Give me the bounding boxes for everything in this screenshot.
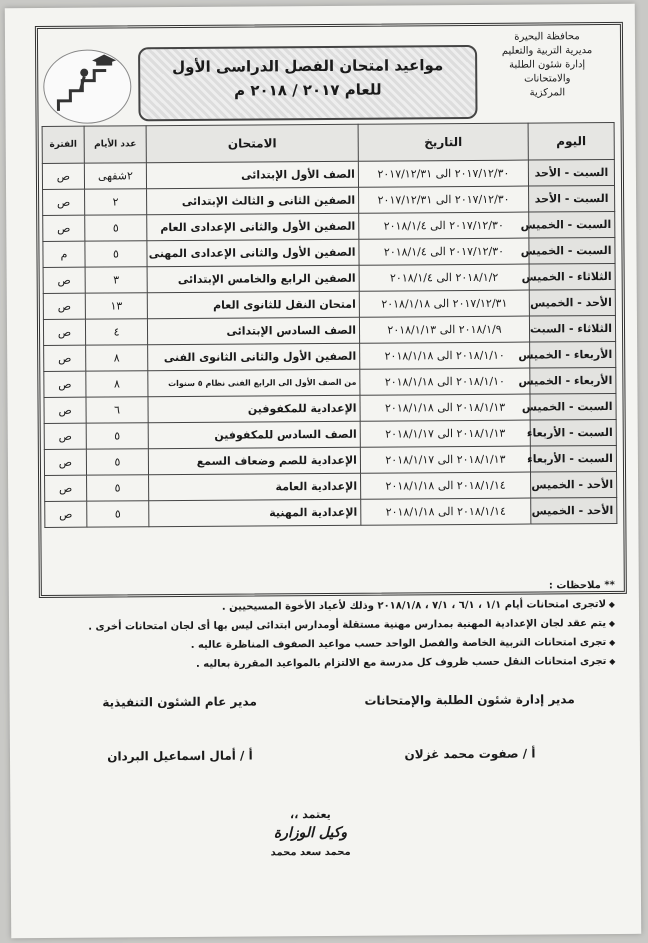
cell-period: ص <box>43 215 85 241</box>
table-row <box>45 471 617 501</box>
note-item: ◆ لاتجرى امتحانات أيام ١/١ ، ٦/١ ، ٧/١ ، ٢٠١٨/١/٨ وذلك لأعياد الأخوة المسيحيين . <box>49 595 615 618</box>
signature-student-affairs <box>340 692 600 762</box>
cell-day: الأربعاء - الخميس <box>530 341 616 368</box>
cell-period: ص <box>42 163 84 189</box>
cell-days-count: ٥ <box>87 475 149 501</box>
cell-date: ٢٠١٧/١٢/٣٠ الى ٢٠١٧/١٢/٣١ <box>358 160 528 187</box>
cell-days-count: ٥ <box>85 241 147 267</box>
cell-exam: الصفين الأول والثانى الإعدادى العام <box>147 213 359 240</box>
cell-days-count: ٥ <box>87 501 149 527</box>
note-item: ◆ تجرى امتحانات النقل حسب ظروف كل مدرسة مع الالتزام بالمواعيد المقررة بعاليه . <box>49 652 615 675</box>
cell-exam: الإعدادية للصم وضعاف السمع <box>148 447 360 474</box>
table-header-row <box>42 122 614 163</box>
cell-period: ص <box>43 293 85 319</box>
cell-period: ص <box>44 449 86 475</box>
signature-title: مدير إدارة شئون الطلبة والإمتحانات <box>364 692 575 708</box>
title-box <box>138 45 478 121</box>
table-row <box>44 419 616 449</box>
cell-date: ٢٠١٨/١/١٤ الى ٢٠١٨/١/١٨ <box>361 472 531 499</box>
cell-days-count: ٥ <box>85 215 147 241</box>
cell-days-count: ٦ <box>86 397 148 423</box>
cell-date: ٢٠١٨/١/١٣ الى ٢٠١٨/١/١٨ <box>360 394 530 421</box>
cell-date: ٢٠١٨/١/٢ الى ٢٠١٨/١/٤ <box>359 264 529 291</box>
cell-exam: الصف الأول الإبتدائى <box>146 161 358 188</box>
table-row <box>44 341 616 371</box>
cell-date: ٢٠١٧/١٢/٣١ الى ٢٠١٨/١/١٨ <box>359 290 529 317</box>
signature-executive-affairs <box>50 694 310 764</box>
cell-exam: الإعدادية للمكفوفين <box>148 395 360 422</box>
note-item: ◆ يتم عقد لجان الإعدادية المهنية بمدارس مهنية مستقلة أومدارس ابتدائى ليس بها أى لجان امتحانات أخرى . <box>49 614 615 637</box>
cell-exam: الصفين الثانى و الثالث الإبتدائى <box>147 187 359 214</box>
header-period: الفترة <box>42 126 84 163</box>
academic-year: للعام ٢٠١٧ / ٢٠١٨ م <box>234 80 382 100</box>
ministry-header <box>487 30 607 101</box>
document-title: مواعيد امتحان الفصل الدراسى الأول <box>172 56 444 77</box>
cell-period: ص <box>44 371 86 397</box>
cell-day: الأحد - الخميس <box>531 497 617 524</box>
cell-day: الثلاثاء - السبت <box>529 315 615 342</box>
signature-title: مدير عام الشئون التنفيذية <box>102 694 257 710</box>
table-row <box>43 263 615 293</box>
cell-days-count: ٨ <box>86 371 148 397</box>
cell-day: الأربعاء - الخميس <box>530 367 616 394</box>
table-row <box>44 445 616 475</box>
approval-block <box>210 807 410 858</box>
cell-period: ص <box>45 501 87 527</box>
cell-exam: من الصف الأول الى الرابع الفنى نظام ٥ سنوات <box>148 369 360 396</box>
cell-days-count: ٣ <box>85 267 147 293</box>
cell-period: م <box>43 241 85 267</box>
cell-day: السبت - الخميس <box>530 393 616 420</box>
cell-period: ص <box>43 267 85 293</box>
signature-name: أ / صفوت محمد غزلان <box>404 746 536 762</box>
cell-exam: الصفين الرابع والخامس الإبتدائى <box>147 265 359 292</box>
table-body <box>42 159 617 527</box>
cell-day: السبت - الأحد <box>529 185 615 212</box>
cell-day: الثلاثاء - الخميس <box>529 263 615 290</box>
cell-date: ٢٠١٨/١/١٤ الى ٢٠١٨/١/١٨ <box>361 498 531 525</box>
cell-date: ٢٠١٨/١/١٣ الى ٢٠١٨/١/١٧ <box>360 420 530 447</box>
notes-section <box>49 576 616 675</box>
cell-days-count: ٥ <box>86 423 148 449</box>
cell-exam: الصفين الأول والثانى الإعدادى المهنى <box>147 239 359 266</box>
cell-days-count: ١٣ <box>85 293 147 319</box>
directorate-line: مديرية التربية والتعليم <box>501 45 593 57</box>
exam-schedule-table <box>42 122 618 528</box>
table-row <box>44 393 616 423</box>
table-row <box>42 159 614 189</box>
cell-exam: الصفين الأول والثانى الثانوى الفنى <box>148 343 360 370</box>
table-row <box>44 367 616 397</box>
cell-period: ص <box>44 345 86 371</box>
header-date: التاريخ <box>358 123 528 161</box>
note-item: ◆ تجرى امتحانات التربية الخاصة والفصل الواحد حسب مواعيد الصفوف المناظرة عاليه . <box>49 633 615 656</box>
cell-day: السبت - الأحد <box>528 159 614 186</box>
cell-day: الأحد - الخميس <box>529 289 615 316</box>
logo-emblem <box>43 49 132 124</box>
table-row <box>43 237 615 267</box>
cell-period: ص <box>44 397 86 423</box>
central-line: المركزية <box>529 87 566 99</box>
cell-date: ٢٠١٧/١٢/٣٠ الى ٢٠١٨/١/٤ <box>359 212 529 239</box>
table-row <box>45 497 617 527</box>
administration-line: إدارة شئون الطلبة والامتحانات <box>509 59 586 85</box>
cell-period: ص <box>45 475 87 501</box>
cell-day: السبت - الأربعاء <box>530 445 616 472</box>
cell-days-count: ٥ <box>86 449 148 475</box>
cell-date: ٢٠١٧/١٢/٣٠ الى ٢٠١٧/١٢/٣١ <box>359 186 529 213</box>
cell-date: ٢٠١٨/١/١٣ الى ٢٠١٨/١/١٧ <box>360 446 530 473</box>
cell-exam: الصف السادس للمكفوفين <box>148 421 360 448</box>
header-day: اليوم <box>528 122 614 160</box>
cell-day: السبت - الخميس <box>529 211 615 238</box>
table-row <box>43 289 615 319</box>
table-row <box>43 211 615 241</box>
cell-period: ص <box>43 189 85 215</box>
table-row <box>43 185 615 215</box>
cell-period: ص <box>43 319 85 345</box>
approval-label: يعتمد ،، <box>289 807 331 822</box>
cell-date: ٢٠١٧/١٢/٣٠ الى ٢٠١٨/١/٤ <box>359 238 529 265</box>
notes-heading: ** ملاحظات : <box>548 579 615 592</box>
cell-days-count: ٨ <box>86 345 148 371</box>
cell-exam: الصف السادس الإبتدائى <box>147 317 359 344</box>
cell-exam: الإعدادية العامة <box>149 473 361 500</box>
cell-exam: امتحان النقل للثانوى العام <box>147 291 359 318</box>
cell-days-count: ٢ <box>85 189 147 215</box>
cell-date: ٢٠١٨/١/١٠ الى ٢٠١٨/١/١٨ <box>360 368 530 395</box>
cell-period: ص <box>44 423 86 449</box>
cell-days-count: ٢شفهى <box>84 163 146 189</box>
table-row <box>43 315 615 345</box>
cell-exam: الإعدادية المهنية <box>149 499 361 526</box>
header-days-count: عدد الأيام <box>84 126 146 163</box>
governorate-line: محافظة البحيرة <box>514 31 580 43</box>
approval-name: محمد سعد محمد <box>270 846 351 859</box>
signature-name: أ / أمال اسماعيل البردان <box>107 748 253 764</box>
cell-day: الأحد - الخميس <box>531 471 617 498</box>
cell-date: ٢٠١٨/١/١٠ الى ٢٠١٨/١/١٨ <box>360 342 530 369</box>
cell-day: السبت - الخميس <box>529 237 615 264</box>
cell-day: السبت - الأربعاء <box>530 419 616 446</box>
cell-date: ٢٠١٨/١/٩ الى ٢٠١٨/١/١٣ <box>359 316 529 343</box>
cell-days-count: ٤ <box>85 319 147 345</box>
stairs-graduate-icon <box>44 50 131 123</box>
document-page <box>5 4 641 938</box>
header-exam: الامتحان <box>146 124 358 162</box>
approval-title: وكيل الوزارة <box>273 824 348 842</box>
